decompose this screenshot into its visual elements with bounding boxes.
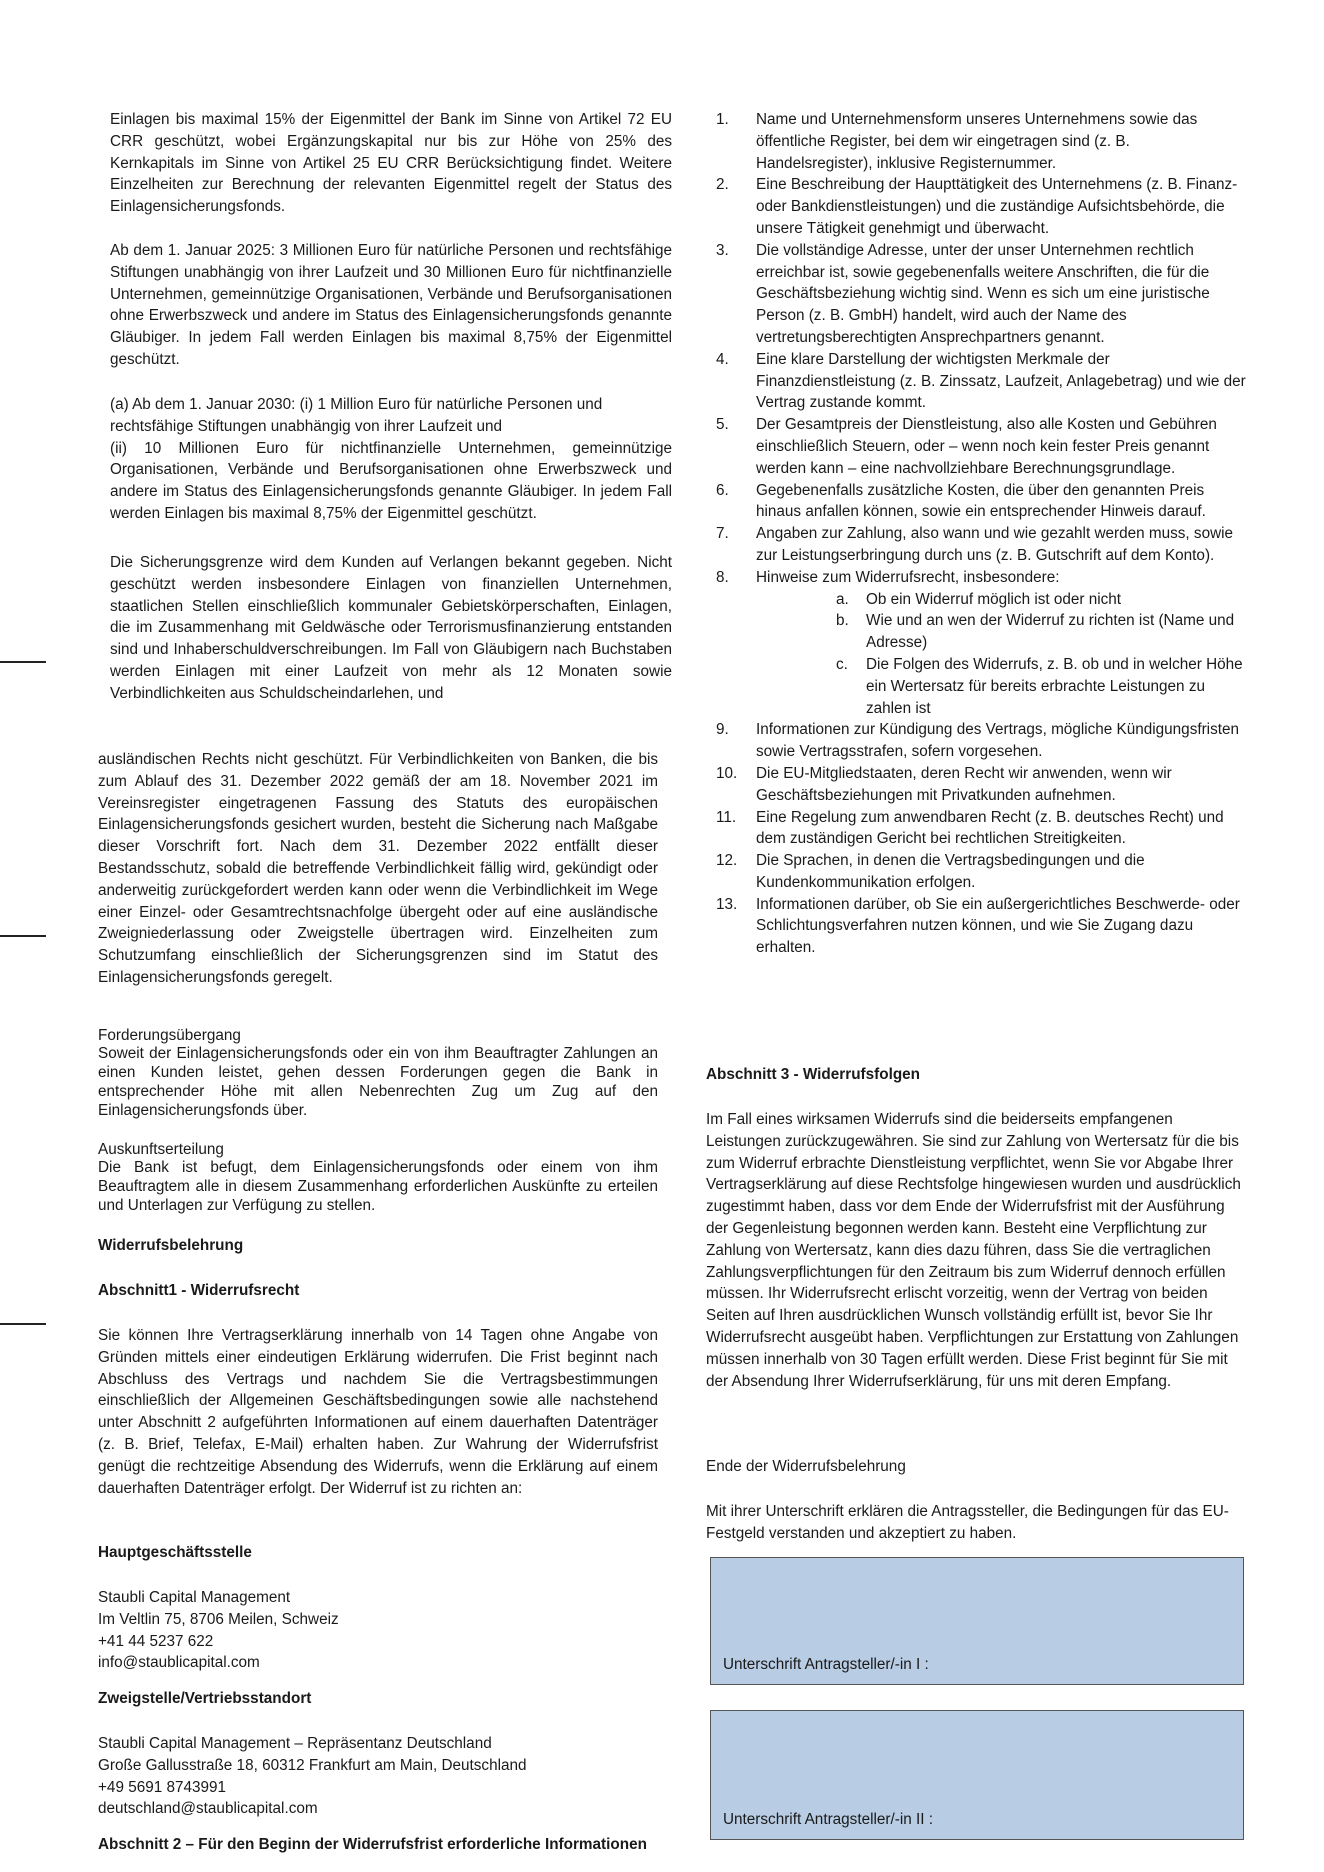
paragraph-eigenmittel: Einlagen bis maximal 15% der Eigenmittel der Bank im Sinne von Artikel 72 EU CRR geschützt, wobei Ergänzungskapital nur bis zur Höhe von 25% des Kernkapitals im Sinne von Artikel 25 EU CRR Berücksichtigung findet. Weitere Einzelheiten zur Berechnung der relevanten Eigenmittel regelt der Status des Einlagensicherungsfonds. [110, 111, 672, 216]
list-item: 6. Gegebenenfalls zusätzliche Kosten, die über den genannten Preis hinaus anfallen können, sowie ein entsprechender Hinweis darauf. [716, 481, 1206, 521]
phone-number[interactable]: +41 44 5237 622 [98, 1632, 214, 1650]
margin-rule-1 [0, 661, 46, 663]
list-item: 5. Der Gesamtpreis der Dienstleistung, also alle Kosten und Gebühren einschließlich Steuern, oder – wenn noch kein fester Preis genannt werden kann – eine nachvollziehbare Berechnungsgrundlage. [716, 416, 1217, 477]
signature-label: Unterschrift Antragsteller/-in II : [723, 1811, 933, 1828]
list-item: 1. Name und Unternehmensform unseres Unternehmens sowie das öffentliche Register, bei dem wir eingetragen sind (z. B. Handelsregister), inklusive Registernummer. [716, 111, 1198, 172]
margin-rule-2 [0, 935, 46, 937]
sublist-item: c. Die Folgen des Widerrufs, z. B. ob und in welcher Höhe ein Wertersatz für bereits erbrachte Leistungen zu zahlen ist [836, 655, 1243, 717]
paragraph-ab-2025: Ab dem 1. Januar 2025: 3 Millionen Euro für natürliche Personen und rechtsfähige Stiftungen unabhängig von ihrer Laufzeit und 30 Millionen Euro für nichtfinanzielle Unternehmen, gemeinnützige Organisationen, Verbände und Berufsorganisationen ohne Erwerbszweck und andere im Status des Einlagensicherungsfonds genannte Gläubiger. In jedem Fall werden Einlagen bis maximal 8,75% der Eigenmittel geschützt. [110, 242, 672, 368]
paragraph-ab-2030-b: (ii) 10 Millionen Euro für nichtfinanzielle Unternehmen, gemeinnützige Organisationen, Verbände und Berufsorganisationen ohne Erwerbszweck und andere im Status des Einlagensicherungsfonds genannte Gläubiger. In jedem Fall werden Einlagen bis maximal 8,75% der Eigenmittel geschützt. [110, 439, 672, 522]
sublist-widerrufsrecht [756, 589, 1246, 720]
list-item: 11. Eine Regelung zum anwendbaren Recht (z. B. deutsches Recht) und dem zuständigen Gericht bei rechtlichen Streitigkeiten. [716, 808, 1224, 848]
phone-number[interactable]: +49 5691 8743991 [98, 1778, 227, 1796]
paragraph-ende-widerrufsbelehrung: Ende der Widerrufsbelehrung [706, 1458, 906, 1475]
paragraph-sicherungsgrenze: Die Sicherungsgrenze wird dem Kunden auf Verlangen bekannt gegeben. Nicht geschützt werden insbesondere Einlagen von finanziellen Unternehmen, staatlichen Stellen einschließlich kommunaler Gebietskörperschaften, Einlagen, die im Zusammenhang mit Geldwäsche oder Terrorismusfinanzierung entstanden sind und Inhaberschuldverschreibungen. Im Fall von Gläubigern nach Buchstaben werden Einlagen mit einer Laufzeit von mehr als 12 Monaten sowie Verbindlichkeiten aus Schuldscheindarlehen, und [110, 554, 672, 702]
list-item: 3. Die vollständige Adresse, unter der unser Unternehmen rechtlich erreichbar ist, sowie gegebenenfalls weitere Anschriften, die für die Geschäftsbeziehung wichtig sind. Wenn es sich um eine juristische Person (z. B. GmbH) handelt, wird auch der Name des vertretungsberechtigten Ansprechpartners genannt. [716, 241, 1210, 346]
heading-abschnitt-2: Abschnitt 2 – Für den Beginn der Widerrufsfrist erforderliche Informationen [98, 1836, 647, 1853]
heading-abschnitt-3: Abschnitt 3 - Widerrufsfolgen [706, 1066, 921, 1083]
paragraph-auslaendisches-recht: ausländischen Rechts nicht geschützt. Für Verbindlichkeiten von Banken, die bis zum Ablauf des 31. Dezember 2022 gemäß der am 18. November 2021 im Vereinsregister eingetragenen Fassung des Statuts des europäischen Einlagensicherungsfonds gesichert wurden, besteht die Sicherung nach Maßgabe dieser Vorschrift fort. Nach dem 31. Dezember 2022 entfällt dieser Bestandsschutz, sobald die betreffende Verbindlichkeit fällig wird, gekündigt oder anderweitig zurückgefordert werden kann oder wenn die Verbindlichkeit im Wege einer Einzel- oder Gesamtrechtsnachfolge übergeht oder auf eine ausländische Zweigniederlassung oder Zweigstelle übertragen wird. Einzelheiten zum Schutzumfang einschließlich der Sicherungsgrenzen sind im Statut des Einlagensicherungsfonds geregelt. [98, 751, 658, 986]
sublist-item: b. Wie und an wen der Widerruf zu richten ist (Name und Adresse) [836, 612, 1235, 652]
signature-field-applicant-2[interactable] [710, 1710, 1244, 1840]
margin-rule-3 [0, 1323, 46, 1325]
email-link[interactable]: deutschland@staublicapital.com [98, 1800, 318, 1818]
heading-widerrufsbelehrung: Widerrufsbelehrung [98, 1237, 244, 1254]
signature-field-applicant-1[interactable] [710, 1557, 1244, 1685]
list-item: 4. Eine klare Darstellung der wichtigsten Merkmale der Finanzdienstleistung (z. B. Zinssatz, Laufzeit, Anlagebetrag) und wie der Vertrag zustande kommt. [716, 350, 1246, 412]
information-list [706, 109, 1246, 959]
paragraph-widerrufsrecht: Sie können Ihre Vertragserklärung innerhalb von 14 Tagen ohne Angabe von Gründen mittels einer eindeutigen Erklärung widerrufen. Die Frist beginnt nach Abschluss des Vertrags und nachdem Sie die Vertragsbestimmungen einschließlich der Allgemeinen Geschäftsbedingungen sowie alle nachstehend unter Abschnitt 2 aufgeführten Informationen auf einem dauerhaften Datenträger (z. B. Brief, Telefax, E-Mail) erhalten haben. Zur Wahrung der Widerrufsfrist genügt die rechtzeitige Absendung des Widerrufs, wenn die Erklärung auf einem dauerhaften Datenträger erfolgt. Der Widerruf ist zu richten an: [98, 1327, 658, 1497]
street-address: Große Gallusstraße 18, 60312 Frankfurt am Main, Deutschland [98, 1756, 527, 1774]
company-name: Staubli Capital Management – Repräsentanz Deutschland [98, 1735, 492, 1752]
email-link[interactable]: info@staublicapital.com [98, 1654, 260, 1672]
paragraph-auskunftserteilung: Die Bank ist befugt, dem Einlagensicherungsfonds oder einem von ihm Beauftragtem alle in diesem Zusammenhang erforderlichen Auskünfte zu erteilen und Unterlagen zur Verfügung zu stellen. [98, 1159, 658, 1214]
street-address: Im Veltlin 75, 8706 Meilen, Schweiz [98, 1610, 339, 1628]
paragraph-ab-2030-a: (a) Ab dem 1. Januar 2030: (i) 1 Million Euro für natürliche Personen und rechtsfähige Stiftungen unabhängig von ihrer Laufzeit und [110, 396, 603, 435]
address-hauptgeschaeftsstelle [98, 1587, 658, 1674]
list-item: 9. Informationen zur Kündigung des Vertrags, mögliche Kündigungsfristen sowie Vertragsstrafen, sofern vorgesehen. [716, 721, 1239, 761]
list-item: 7. Angaben zur Zahlung, also wann und wie gezahlt werden muss, sowie zur Leistungserbringung durch uns (z. B. Gutschrift auf dem Konto). [716, 525, 1234, 564]
list-item: 8. Hinweise zum Widerrufsrecht, insbesondere: a. Ob ein Widerruf möglich ist oder nicht b. Wie und an wen der Widerruf zu richten ist (Name und Adresse) c. Die Folgen des Widerrufs, z. B. ob und in welcher Höhe ein Wertersatz für bereits erbrachte Leistungen zu zahlen ist [706, 567, 1246, 720]
paragraph-widerrufsfolgen: Im Fall eines wirksamen Widerrufs sind die beiderseits empfangenen Leistungen zurückzugewähren. Sie sind zur Zahlung von Wertersatz für die bis zum Widerruf erbrachte Dienstleistung verpflichtet, wenn Sie vor Abgabe Ihrer Vertragserklärung auf diese Rechtsfolge hingewiesen wurden und ausdrücklich zugestimmt haben, dass vor dem Ende der Widerrufsfrist mit der Ausführung der Gegenleistung begonnen werden kann. Besteht eine Verpflichtung zur Zahlung von Wertersatz, kann dies dazu führen, dass Sie die vertraglichen Zahlungsverpflichtungen für den Zeitraum bis zum Widerruf dennoch erfüllen müssen. Ihr Widerrufsrecht erlischt vorzeitig, wenn der Vertrag von beiden Seiten auf Ihren ausdrücklichen Wunsch vollständig erfüllt ist, bevor Sie Ihr Widerrufsrecht ausgeübt haben. Verpflichtungen zur Erstattung von Zahlungen müssen innerhalb von 30 Tagen erfüllt werden. Diese Frist beginnt für Sie mit der Absendung Ihrer Widerrufserklärung, für uns mit deren Empfang. [706, 1111, 1241, 1390]
paragraph-forderungsuebergang: Soweit der Einlagensicherungsfonds oder ein von ihm Beauftragter Zahlungen an einen Kunden leistet, gehen dessen Forderungen gegen die Bank in entsprechender Höhe mit allen Nebenrechten Zug um Zug auf den Einlagensicherungsfonds über. [98, 1045, 658, 1119]
list-item: 13. Informationen darüber, ob Sie ein außergerichtliches Beschwerde- oder Schlichtungsverfahren nutzen können, und wie Sie Zugang dazu erhalten. [716, 895, 1240, 957]
heading-auskunftserteilung: Auskunftserteilung [98, 1141, 224, 1158]
heading-hauptgeschaeftsstelle: Hauptgeschäftsstelle [98, 1544, 252, 1561]
list-item: 10. Die EU-Mitgliedstaaten, deren Recht wir anwenden, wenn wir Geschäftsbeziehungen mit Privatkunden aufnehmen. [716, 764, 1172, 804]
heading-forderungsuebergang: Forderungsübergang [98, 1027, 241, 1044]
heading-abschnitt-1: Abschnitt1 - Widerrufsrecht [98, 1282, 300, 1299]
paragraph-ab-2030 [110, 394, 672, 525]
signature-label: Unterschrift Antragsteller/-in I : [723, 1656, 929, 1673]
heading-zweigstelle: Zweigstelle/Vertriebsstandort [98, 1690, 312, 1707]
sublist-item: a. Ob ein Widerruf möglich ist oder nicht [836, 590, 1122, 608]
address-zweigstelle [98, 1733, 698, 1820]
company-name: Staubli Capital Management [98, 1589, 291, 1606]
list-item: 2. Eine Beschreibung der Haupttätigkeit des Unternehmens (z. B. Finanz- oder Bankdienstleistungen) und die zuständige Aufsichtsbehörde, die unsere Tätigkeit genehmigt und überwacht. [716, 176, 1238, 237]
paragraph-unterschrift-hinweis: Mit ihrer Unterschrift erklären die Antragssteller, die Bedingungen für das EU-Festgeld verstanden und akzeptiert zu haben. [706, 1503, 1229, 1542]
list-item: 12. Die Sprachen, in denen die Vertragsbedingungen und die Kundenkommunikation erfolgen. [716, 852, 1145, 891]
